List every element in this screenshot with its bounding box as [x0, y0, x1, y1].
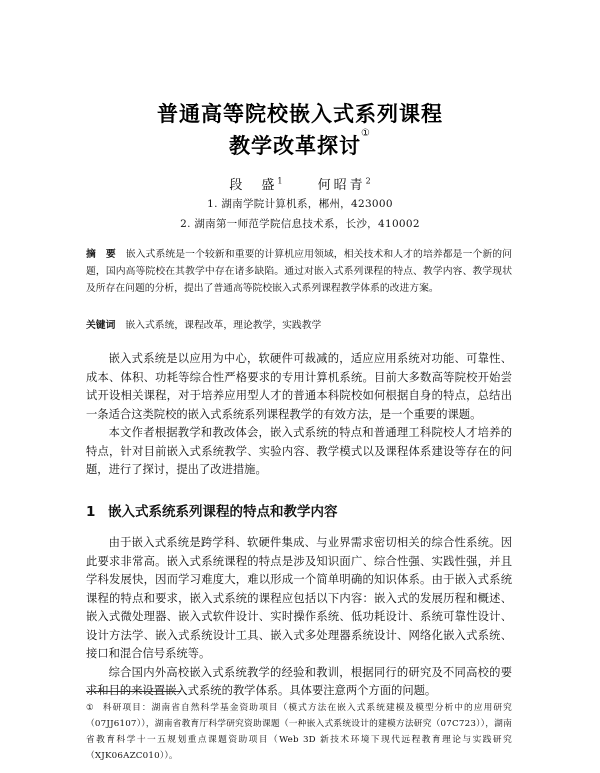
author-list — [0, 174, 600, 193]
paragraph: 本文作者根据教学和教改体会，嵌入式系统的特点和普通理工科院校人才培养的特点，针对目前嵌入式系统教学、实验内容、教学模式以及课程体系建设等存在的问题，进行了探讨，提出了改进措施。 — [86, 426, 512, 476]
affiliation-1: 1. 湖南学院计算机系，郴州，423000 — [207, 198, 393, 210]
footnote-text: 科研项目：湖南省自然科学基金资助项目（模式方法在嵌入式系统建模及模型分析中的应用研究（07JJ6107）），湖南省教育厅科学研究资助课题（一种嵌入式系统设计的建模方法研究（07C723）），湖南省教育科学十一五规划重点课题资助项目（Web 3D 新技术环境下现代远程教育理论与实践研究（XJK06AZC010））。 — [86, 703, 512, 761]
author — [318, 178, 371, 193]
paragraph: 综合国内外高校嵌入式系统教学的经验和教训，根据同行的研究及不同高校的要求和目的来设置嵌入式系统的教学体系。具体要注意两个方面的问题。 — [86, 665, 512, 697]
keywords-label: 关键词 — [86, 320, 116, 331]
footnote-mark: ① — [86, 703, 95, 713]
paper-title-line2 — [0, 130, 600, 160]
abstract — [86, 246, 512, 297]
title-footnote-mark: ① — [361, 128, 371, 139]
section-heading — [86, 500, 512, 520]
section-number: 1 — [86, 504, 96, 520]
section-1-body — [86, 534, 512, 701]
keywords — [86, 318, 512, 334]
author — [229, 178, 282, 193]
paper-title-line2-text: 教学改革探讨 — [229, 134, 362, 158]
abstract-label: 摘 要 — [86, 249, 116, 260]
affiliation-2: 2. 湖南第一师范学院信息技术系，长沙，410002 — [180, 218, 420, 230]
paragraph: 嵌入式系统是以应用为中心，软硬件可裁减的，适应应用系统对功能、可靠性、成本、体积、功耗等综合性严格要求的专用计算机系统。目前大多数高等院校开始尝试开设相关课程，对于培养应用型人才的普通本科院校如何根据自身的特点，总结出一条适合这类院校的嵌入式系统系列课程教学的有效方法，是一个重要的课题。 — [86, 352, 512, 421]
paragraph: 由于嵌入式系统是跨学科、软硬件集成、与业界需求密切相关的综合性系统。因此要求非常高。嵌入式系统课程的特点是涉及知识面广、综合性强、实践性强，并且学科发展快，因而学习难度大，难以形成一个简单明确的知识体系。由于嵌入式系统课程的特点和要求，嵌入式系统的课程应包括以下内容：嵌入式的发展历程和概述、嵌入式微处理器、嵌入式软件设计、实时操作系统、低功耗设计、系统可靠性设计、设计方法学、嵌入式系统设计工具、嵌入式多处理器系统设计、网络化嵌入式系统、接口和混合信号系统等。 — [86, 536, 512, 660]
author-affiliation-mark: 1 — [277, 176, 283, 186]
paper-title-line1: 普通高等院校嵌入式系列课程 — [157, 102, 443, 126]
author-name: 段 盛 — [229, 178, 278, 193]
author-name: 何昭青 — [317, 178, 366, 193]
footnote — [86, 700, 512, 764]
section-title: 嵌入式系统系列课程的特点和教学内容 — [108, 504, 338, 520]
abstract-text: 嵌入式系统是一个较新和重要的计算机应用领域，相关技术和人才的培养都是一个新的问题，国内高等院校在其教学中存在诸多缺陷。通过对嵌入式系列课程的特点、教学内容、教学现状及所存在问题的分析，提出了普通高等院校嵌入式系列课程教学体系的改进方案。 — [86, 249, 513, 294]
keywords-text: 嵌入式系统，课程改革，理论教学，实践教学 — [125, 320, 322, 331]
intro-section — [86, 350, 512, 480]
author-affiliation-mark: 2 — [365, 176, 371, 186]
footnote-divider — [86, 691, 181, 692]
